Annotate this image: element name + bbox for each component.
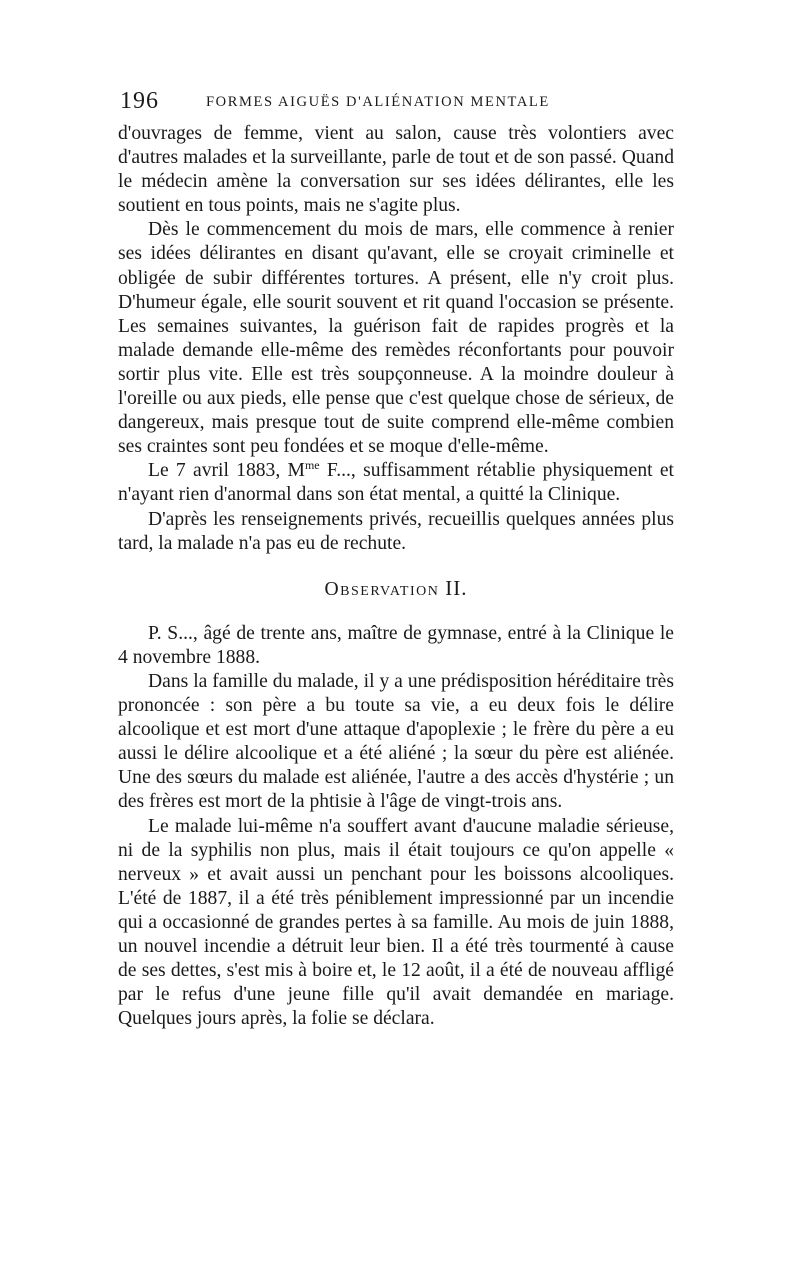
paragraph-continued: d'ouvrages de femme, vient au salon, cause très volontiers avec d'autres malades et la surveillante, parle de tout et de son passé. Quand le médecin amène la conversation sur ses idées délirantes, elle les soutient en tous points, mais ne s'agite plus. (118, 123, 674, 217)
running-head (118, 86, 674, 122)
observation-heading-numeral: II. (445, 575, 468, 600)
paragraph-patient-intro: P. S..., âgé de trente ans, maître de gymnase, entré à la Clinique le 4 novembre 1888. (118, 622, 674, 668)
paragraph-patient-history: Le malade lui-même n'a souffert avant d'aucune maladie sérieuse, ni de la syphilis non plus, mais il était toujours ce qu'on appelle « nerveux » et avait aussi un penchant pour les boissons alcooliques. L'été de 1887, il a été très péniblement impressionné par un incendie qui a occasionné de grandes pertes à sa famille. Au mois de juin 1888, un nouvel incendie a détruit leur bien. Il a été très tourmenté à cause de ses dettes, s'est mis à boire et, le 12 août, il a été de nouveau affligé par le refus d'une jeune fille qu'il avait demandée en mariage. Quelques jours après, la folie se déclara. (118, 815, 674, 1030)
paragraph-discharge (118, 459, 674, 507)
discharge-text-start: Le 7 avril 1883, M (148, 460, 305, 482)
discharge-text-end: F..., suffisamment rétablie physiquement et n'ayant rien d'anormal dans son état mental, a quitté la Clinique. (118, 460, 674, 506)
observation-heading (118, 576, 674, 602)
paragraph-no-relapse: D'après les renseignements privés, recueillis quelques années plus tard, la malade n'a pas eu de rechute. (118, 508, 674, 554)
title-abbreviation-superscript: me (304, 458, 320, 473)
page-number: 196 (120, 88, 159, 114)
body-text (118, 122, 674, 1031)
observation-heading-label: Observation (324, 578, 440, 600)
running-title: FORMES AIGUËS D'ALIÉNATION MENTALE (206, 94, 550, 110)
paragraph-family-history: Dans la famille du malade, il y a une prédisposition héréditaire très prononcée : son père a bu toute sa vie, a eu deux fois le délire alcoolique et est mort d'une attaque d'apoplexie ; le frère du père a eu aussi le délire alcoolique et a été aliéné ; la sœur du père est aliénée. Une des sœurs du malade est aliénée, l'autre a des accès d'hystérie ; un des frères est mort de la phtisie à l'âge de vingt-trois ans. (118, 670, 674, 813)
book-page (118, 86, 674, 1031)
paragraph-march-recovery: Dès le commencement du mois de mars, elle commence à renier ses idées délirantes en disant qu'avant, elle se croyait criminelle et obligée de subir différentes tortures. A présent, elle n'y croit plus. D'humeur égale, elle sourit souvent et rit quand l'occasion se présente. Les semaines suivantes, la guérison fait de rapides progrès et la malade demande elle-même des remèdes réconfortants pour pouvoir sortir plus vite. Elle est très soupçonneuse. A la moindre douleur à l'oreille ou aux pieds, elle pense que c'est quelque chose de sérieux, de dangereux, mais presque tout de suite comprend elle-même combien ses craintes sont peu fondées et se moque d'elle-même. (118, 219, 674, 458)
